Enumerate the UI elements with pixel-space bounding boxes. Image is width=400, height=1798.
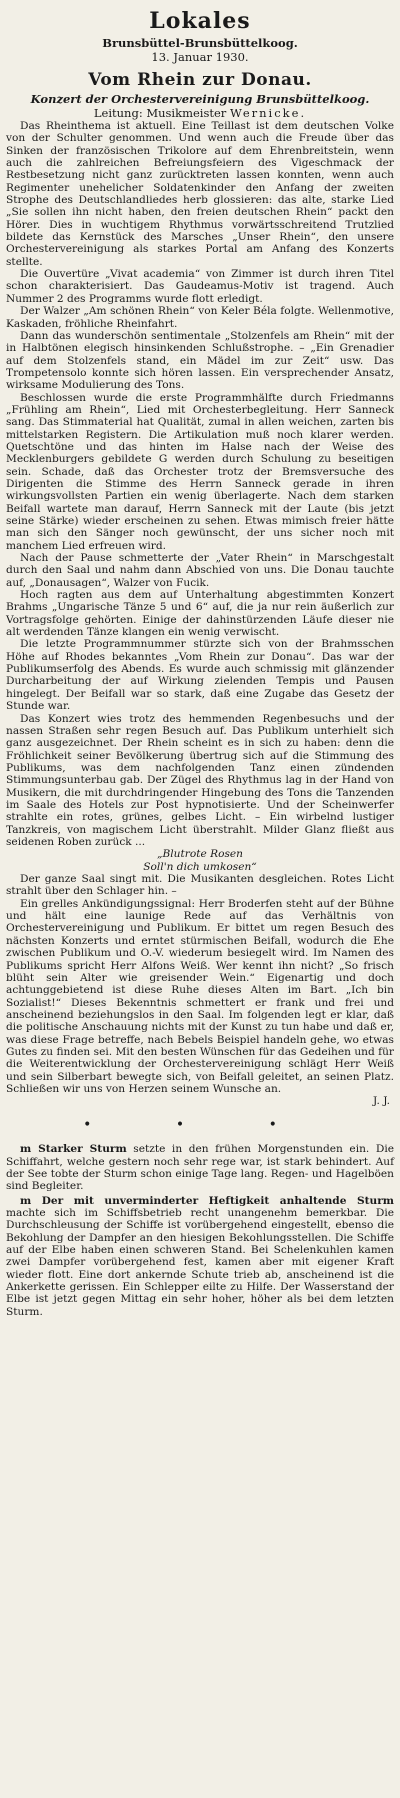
news-item-text: machte sich im Schiffsbetrieb recht unangenehm bemerkbar. Die Durchschleusung der Schiffe ist vorübergehend eingestellt, ebenso die Bekohlung der Dampfer an den hiesigen Bekohlungsstellen. Die Schiffe auf der Elbe haben einen schweren Stand. Bei Schelenkuhlen kamen zwei Dampfer vorübergehend fest, kamen aber mit eigener Kraft wieder flott. Eine dort ankernde Schute trieb ab, anscheinend ist die Ankerkette gerissen. Ein Schlepper eilte zu Hilfe. Der Wasserstand der Elbe ist jetzt gegen Mittag ein sehr hoher, höher als bei dem letzten Sturm.	[6, 1207, 394, 1318]
paragraph: Das Konzert wies trotz des hemmenden Regenbesuchs und der nassen Straßen sehr regen Besuch auf. Das Publikum unterhielt sich ganz ausgezeichnet. Der Rhein scheint es in sich zu haben: denn die Fröhlichkeit seiner Bevölkerung übertrug sich auf die Stimmung des Publikums, was dem nachfolgenden Tanz einen zündenden Stimmungsunterbau gab. Der Zügel des Rhythmus lag in der Hand von Musikern, die mit durchdringender Hingebung des Tons die Tanzenden im Saale des Hotels zur Post hypnotisierte. Und der Scheinwerfer strahlte ein rotes, grünes, gelbes Licht. – Ein wirbelnd lustiger Tanzkreis, von magischem Licht überstrahlt. Milder Glanz fließt aus seidenen Roben zurück ...	[6, 712, 394, 848]
news-briefs	[6, 1143, 394, 1318]
paragraph: Ein grelles Ankündigungssignal: Herr Broderfen steht auf der Bühne und hält eine launige Rede auf das Verhältnis von Orchestervereinigung und Publikum. Er bittet um regen Besuch des nächsten Konzerts und erntet stürmischen Beifall, wodurch die Ehe zwischen Publikum und O.-V. wiederum besiegelt wird. Im Namen des Publikums spricht Herr Alfons Weiß. Wer kennt ihn nicht? „So frisch blüht sein Alter wie greisender Wein.“ Eigenartig und doch achtunggebietend ist diese Ruhe dieses Alten im Bart. „Ich bin Sozialist!“ Dieses Bekenntnis schmettert er frank und frei und anscheinend beziehungslos in den Saal. Im folgenden legt er klar, daß die politische Anschauung nichts mit der Kunst zu tun habe und daß er, was diese Frage betreffe, nach Bebels Beispiel handeln gehe, wo etwas Gutes zu finden sei. Mit den besten Wünschen für das Gedeihen und für die Weiterentwicklung der Orchestervereinigung schlägt Herr Weiß und sein Silberbart bewegte sich, von Beifall geleitet, an seinen Platz. Schließen wir uns von Herzen seinem Wunsche an.	[6, 897, 394, 1095]
song-line: „Blutrote Rosen	[157, 848, 243, 861]
paragraph: Beschlossen wurde die erste Programmhälfte durch Friedmanns „Frühling am Rhein“, Lied mit Orchesterbegleitung. Herr Sanneck sang. Das Stimmaterial hat Qualität, zumal in allen weichen, zarten bis mittelstarken Registern. Die Artikulation muß noch klarer werden. Quetschtöne und das hinten im Halse nach der Weise des Mecklenburgers gebildete G werden durch Schulung zu beseitigen sein. Schade, daß das Orchester trotz der Bremsversuche des Dirigenten die Stimme des Herrn Sanneck gerade in ihren wirkungsvollsten Partien ein wenig überlagerte. Nach dem starken Beifall wartete man darauf, Herrn Sanneck mit der Laute (bis jetzt seine Stärke) wieder erscheinen zu sehen. Etwas mimisch freier hätte man sich den Sänger noch gewünscht, der uns sicher noch mit manchem Lied erfreuen wird.	[6, 391, 394, 552]
leader-label: Leitung: Musikmeister	[93, 106, 227, 120]
news-item-text: setzte in den frühen Morgenstunden ein. Die Schiffahrt, welche gestern noch sehr rege war, ist stark behindert. Auf der See tobte der Sturm schon einige Tage lang. Regen- und Hagelböen sind Begleiter.	[6, 1143, 394, 1193]
article-body	[6, 120, 394, 1107]
paragraph: Die Ouvertüre „Vivat academia“ von Zimmer ist durch ihren Titel schon charakterisiert. Das Gaudeamus-Motiv ist tragend. Auch Nummer 2 des Programms wurde flott erledigt.	[6, 268, 394, 305]
paragraph: Das Rheinthema ist aktuell. Eine Teillast ist dem deutschen Volke von der Schulter genommen. Und wenn auch die Freude über das Sinken der französischen Trikolore auf dem Ehrenbreitstein, wenn auch die zahlreichen Befreiungsfeiern des Vigeschmack der Restbesetzung nicht ganz zurücktreten lassen konnten, wenn auch Regimenter unehelicher Soldatenkinder den Anfang der zweiten Strophe des Deutschlandliedes herb glossieren: das alte, starke Lied „Sie sollen ihn nicht haben, den freien deutschen Rhein“ packt den Hörer. Dies in wuchtigem Rhythmus vorwärtsschreitend Trutzlied bildete das Kernstück des Marsches „Unser Rhein“, den unsere Orchestervereinigung als starkes Portal am Anfang des Konzerts stellte.	[6, 120, 394, 268]
paragraph: Der Walzer „Am schönen Rhein“ von Keler Béla folgte. Wellenmotive, Kaskaden, fröhliche Rheinfahrt.	[6, 305, 394, 330]
author-signature: J. J.	[373, 1095, 390, 1108]
paragraph: Der ganze Saal singt mit. Die Musikanten desgleichen. Rotes Licht strahlt über den Schlager hin. –	[6, 873, 394, 898]
news-item-lead: m Der mit unverminderter Heftigkeit anhaltende Sturm	[20, 1194, 394, 1207]
newspaper-page	[6, 0, 394, 1318]
section-title: Lokales	[149, 8, 251, 34]
song-line: Soll'n dich umkosen“	[143, 860, 257, 873]
dateline	[6, 36, 394, 64]
paragraph: Hoch ragten aus dem auf Unterhaltung abgestimmten Konzert Brahms „Ungarische Tänze 5 und 6“ auf, die ja nur rein äußerlich zur Vortragsfolge gehörten. Einige der dahinstürzenden Läufe dieser nie alt werdenden Tänze klangen ein wenig verwischt.	[6, 589, 394, 639]
article-leader	[6, 106, 394, 120]
article-subhead: Konzert der Orchestervereinigung Brunsbüttelkoog.	[30, 92, 370, 106]
news-item-lead: m Starker Sturm	[20, 1143, 127, 1156]
paragraph: Dann das wunderschön sentimentale „Stolzenfels am Rhein“ mit der in Halbtönen elegisch hinsinkenden Schlußstrophe. – „Ein Grenadier auf dem Stolzenfels stand, ein Mädel im zur Zeit“ usw. Das Trompetensolo konnte sich hören lassen. Ein versprechender Ansatz, wirksame Modulierung des Tons.	[6, 329, 394, 392]
paragraph: Die letzte Programmnummer stürzte sich von der Brahmsschen Höhe auf Rhodes bekanntes „Vom Rhein zur Donau“. Das war der Publikumserfolg des Abends. Es wurde auch schmissig mit glänzender Durcharbeitung der auf Wirkung zielenden Tempis und Pausen hingelegt. Der Beifall war so stark, daß eine Zugabe das Gesetz der Stunde war.	[6, 638, 394, 713]
section-divider-stars: • • •	[83, 1117, 317, 1134]
article-headline: Vom Rhein zur Donau.	[88, 70, 312, 90]
dateline-place: Brunsbüttel-Brunsbüttelkoog.	[102, 36, 298, 50]
song-quote	[6, 848, 394, 873]
leader-name: Wernicke.	[229, 106, 307, 120]
paragraph: Nach der Pause schmetterte der „Vater Rhein“ in Marschgestalt durch den Saal und nahm dann Abschied von uns. Die Donau tauchte auf, „Donausagen“, Walzer von Fucik.	[6, 552, 394, 589]
dateline-date: 13. Januar 1930.	[151, 50, 249, 64]
news-item	[6, 1195, 394, 1318]
news-item	[6, 1143, 394, 1192]
